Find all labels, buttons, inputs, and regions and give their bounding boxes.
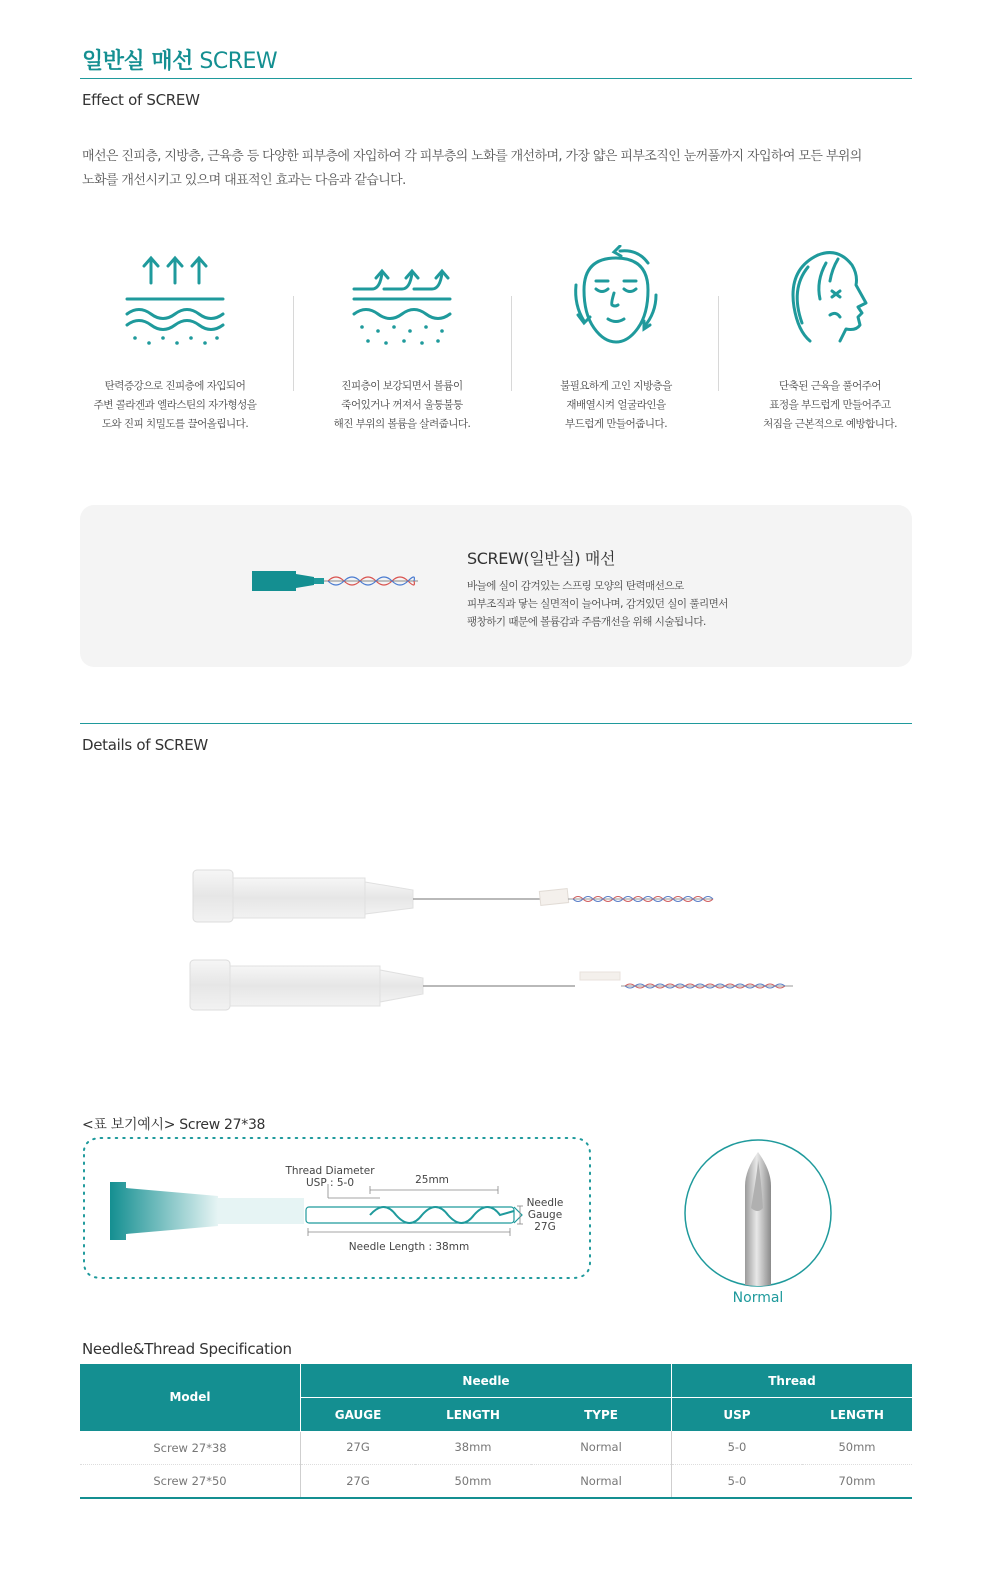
effect-item-3 [503, 245, 729, 434]
title-english: SCREW [199, 49, 278, 74]
needle-word-label: Needle [526, 1197, 564, 1209]
example-label: <표 보기예시> Screw 27*38 [82, 1117, 266, 1133]
column-header: GAUGE [301, 1398, 416, 1432]
dermis-volume-icon [342, 245, 462, 355]
gauge-value-label: 27G [534, 1221, 556, 1233]
needle-header: Needle [301, 1364, 672, 1398]
needle-tip-image [683, 1138, 833, 1288]
table-cell: 27G [301, 1431, 416, 1464]
column-header: TYPE [531, 1398, 672, 1432]
thread-diameter-label: Thread Diameter [285, 1165, 375, 1177]
effect-caption: 단축된 근육을 풀어주어 표정을 부드럽게 만들어주고 처짐을 근본적으로 예방합니다. [763, 380, 897, 430]
skin-lift-icon [115, 245, 235, 355]
gauge-word-label: Gauge [527, 1209, 563, 1221]
table-cell: 70mm [802, 1464, 912, 1498]
table-row [80, 1464, 912, 1498]
product-title: SCREW(일반실) 매선 [467, 549, 616, 568]
tip-type-label: Normal [732, 1290, 784, 1306]
table-cell: 38mm [415, 1431, 531, 1464]
column-header: USP [672, 1398, 803, 1432]
spec-heading: Needle&Thread Specification [82, 1340, 292, 1358]
intro-line: 노화를 개선시키고 있으며 대표적인 효과는 다음과 같습니다. [82, 173, 406, 188]
column-header: LENGTH [415, 1398, 531, 1432]
needle-top [193, 870, 713, 922]
details-heading: Details of SCREW [82, 736, 208, 754]
title-divider [80, 78, 912, 79]
table-cell: 5-0 [672, 1464, 803, 1498]
screw-diagram [80, 1136, 592, 1282]
effect-caption: 탄력증강으로 진피층에 자입되어 주변 콜라겐과 엘라스틴의 자가형성을 도와 진피 치밀도를 끌어올립니다. [93, 380, 257, 430]
model-header: Model [80, 1364, 301, 1431]
table-cell: 5-0 [672, 1431, 803, 1464]
effect-caption: 불필요하게 고인 지방층을 재배열시켜 얼굴라인을 부드럽게 만들어줍니다. [560, 380, 672, 430]
thread-header: Thread [672, 1364, 913, 1398]
table-row [80, 1431, 912, 1464]
needle-photo [185, 860, 805, 1020]
table-cell: 50mm [802, 1431, 912, 1464]
effect-item-4 [717, 245, 943, 434]
title-korean: 일반실 매선 [82, 49, 193, 74]
product-description: 바늘에 실이 감겨있는 스프링 모양의 탄력매선으로 피부조직과 닿는 실면적이 늘어나며, 감겨있던 실이 풀리면서 팽창하기 때문에 볼륨감과 주름개선을 위해 시술됩니다. [467, 580, 728, 628]
face-profile-icon [770, 245, 890, 355]
usp-label: USP : 5-0 [305, 1177, 355, 1189]
table-cell: Normal [531, 1464, 672, 1498]
effect-item-2 [289, 245, 515, 434]
effect-heading: Effect of SCREW [82, 91, 200, 109]
table-cell: Screw 27*50 [80, 1464, 301, 1498]
effect-item-1 [62, 245, 288, 434]
needle-length-label: Needle Length : 38mm [348, 1241, 470, 1253]
face-contour-icon [556, 245, 676, 355]
screw-thread-image [250, 568, 422, 594]
length-25-label: 25mm [415, 1174, 449, 1186]
effect-caption: 진피층이 보강되면서 볼륨이 죽어있거나 꺼져서 울퉁불퉁 해진 부위의 볼륨을 살려줍니다. [333, 380, 471, 430]
spec-table [80, 1364, 912, 1499]
table-cell: Normal [531, 1431, 672, 1464]
needle-bottom [190, 960, 793, 1010]
table-cell: Screw 27*38 [80, 1431, 301, 1464]
intro-line: 매선은 진피층, 지방층, 근육층 등 다양한 피부층에 자입하여 각 피부층의 노화를 개선하며, 가장 얇은 피부조직인 눈꺼풀까지 자입하여 모든 부위의 [82, 149, 862, 164]
details-divider [80, 723, 912, 724]
intro-text [82, 145, 922, 193]
table-cell: 27G [301, 1464, 416, 1498]
table-cell: 50mm [415, 1464, 531, 1498]
page-title [82, 44, 277, 75]
column-header: LENGTH [802, 1398, 912, 1432]
